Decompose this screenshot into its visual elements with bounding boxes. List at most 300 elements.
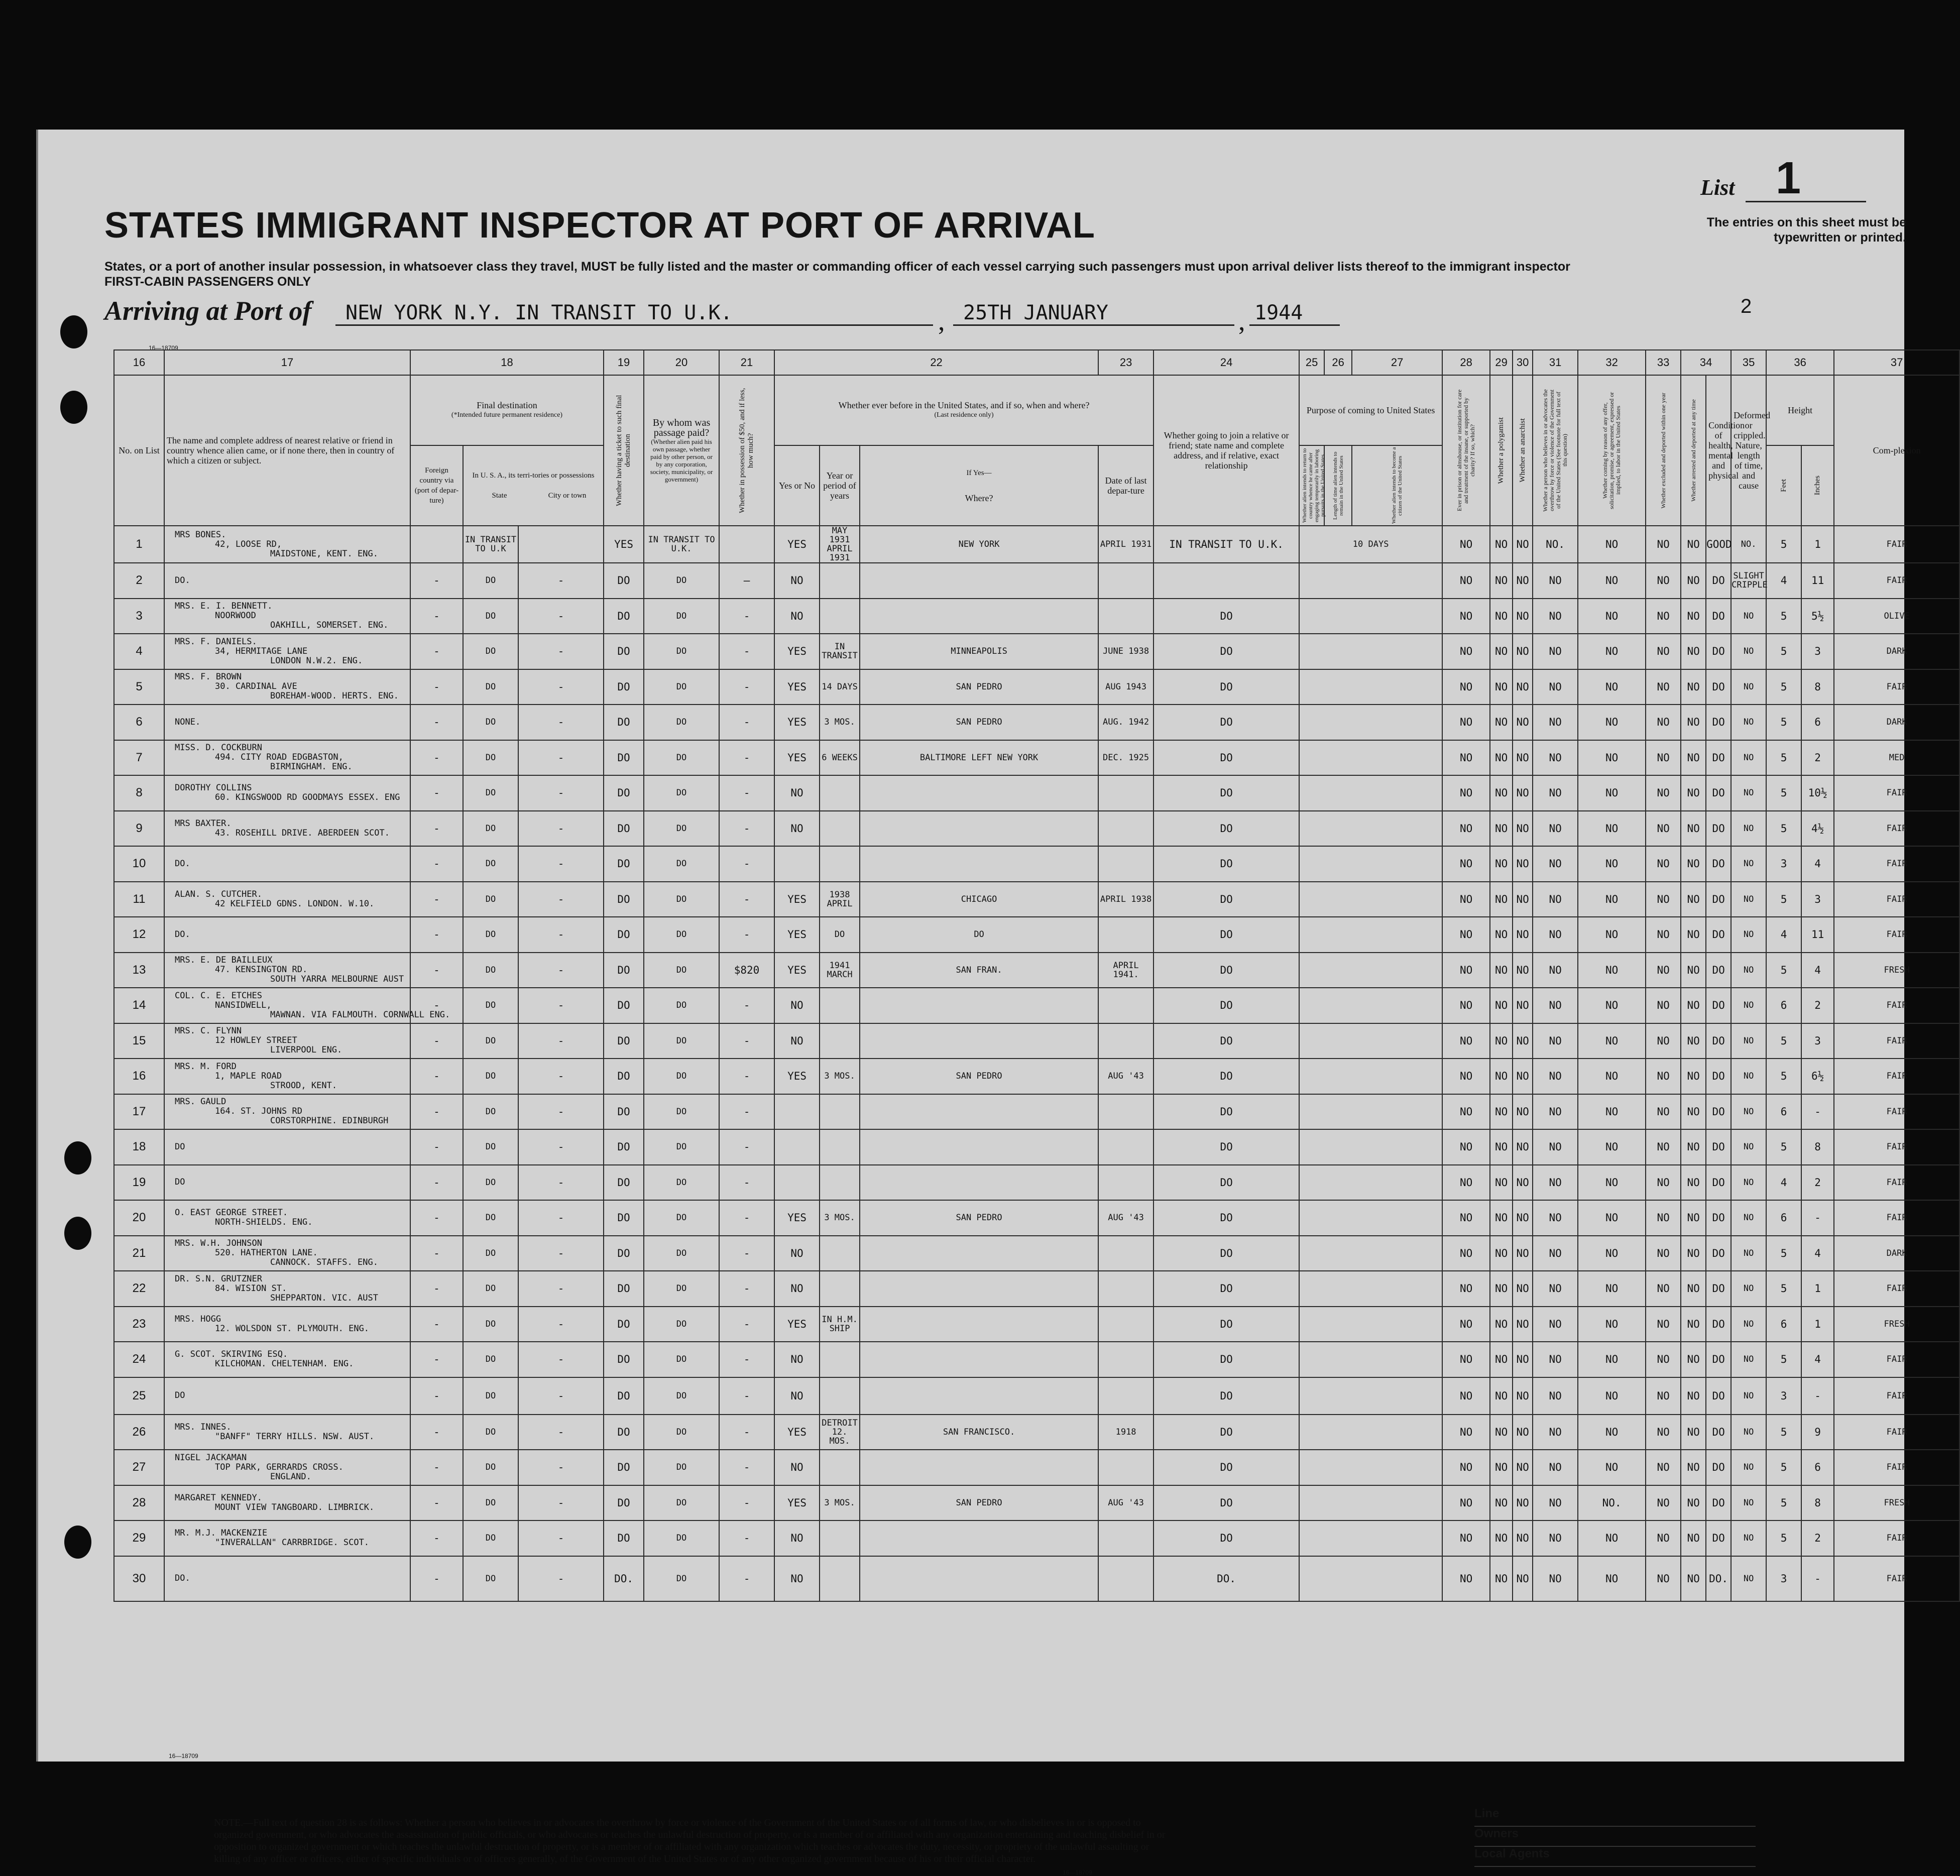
address-line: G. SCOT. SKIRVING ESQ. <box>175 1349 288 1360</box>
cell-health: DO <box>1706 1415 1731 1450</box>
cell-health: DO <box>1706 1200 1731 1236</box>
cell-prison: NO <box>1442 563 1490 599</box>
address-line: DR. S.N. GRUTZNER <box>175 1273 262 1284</box>
cell-passage-paid: DO <box>644 1485 719 1521</box>
address-line: MRS. E. DE BAILLEUX <box>175 955 273 966</box>
cell-deformed: NO <box>1731 1129 1766 1165</box>
cell-ticket: DO <box>604 953 644 988</box>
cell-list-number: 10 <box>114 846 164 882</box>
cell-address <box>164 1271 410 1307</box>
cell-ever-before: NO <box>774 775 820 811</box>
cell-deformed: NO <box>1731 1165 1766 1201</box>
cell-polygamist: NO <box>1490 563 1513 599</box>
cell-where: SAN PEDRO <box>860 669 1098 705</box>
cell-overthrow: NO <box>1533 811 1578 847</box>
address-line: MRS. INNES. <box>175 1422 232 1432</box>
cell-ticket: DO <box>604 775 644 811</box>
cell-departure-date: 1918 <box>1098 1415 1154 1450</box>
cell-prison: NO <box>1442 775 1490 811</box>
cell-passage-paid: DO <box>644 1307 719 1342</box>
header-inches <box>1801 445 1834 526</box>
cell-overthrow: NO <box>1533 1059 1578 1094</box>
cell-prison: NO <box>1442 1342 1490 1377</box>
cell-ever-before: NO <box>774 811 820 847</box>
cell-city: - <box>518 1236 604 1271</box>
cell-list-number: 26 <box>114 1415 164 1450</box>
cell-labor-offer: NO <box>1578 1415 1646 1450</box>
cell-departure-date <box>1098 1342 1154 1377</box>
cell-ticket: DO <box>604 846 644 882</box>
cell-overthrow: NO <box>1533 1450 1578 1485</box>
cell-health: DO <box>1706 1023 1731 1059</box>
cell-year: 6 WEEKS <box>820 740 860 776</box>
cell-complexion: FAIR <box>1834 988 1959 1023</box>
cell-fifty: - <box>719 846 774 882</box>
cell-feet: 5 <box>1766 1059 1801 1094</box>
cell-join-relative: DO <box>1154 953 1299 988</box>
cell-prison: NO <box>1442 1094 1490 1130</box>
punch-hole <box>60 315 87 348</box>
header-arrested-text: Whether arrested and deported at any time <box>1689 399 1697 502</box>
cell-passage-paid: DO <box>644 775 719 811</box>
address-line: SOUTH YARRA MELBOURNE AUST <box>270 974 404 985</box>
cell-departure-date <box>1098 1307 1154 1342</box>
header-passage-paid <box>644 375 719 526</box>
cell-prison: NO <box>1442 1415 1490 1450</box>
cell-polygamist: NO <box>1490 882 1513 917</box>
header-excluded <box>1646 375 1681 526</box>
cell-arrested: NO <box>1681 526 1706 563</box>
cell-list-number: 20 <box>114 1200 164 1236</box>
cell-year <box>820 1377 860 1415</box>
cell-feet: 6 <box>1766 1094 1801 1130</box>
cell-inches: 4½ <box>1801 811 1834 847</box>
cell-overthrow: NO <box>1533 1485 1578 1521</box>
cell-anarchist: NO <box>1513 1059 1533 1094</box>
cell-fifty: - <box>719 740 774 776</box>
table-row <box>114 953 1959 988</box>
col-number: 24 <box>1154 350 1299 375</box>
cell-health: DO <box>1706 882 1731 917</box>
cell-ever-before: NO <box>774 1556 820 1601</box>
cell-fifty: - <box>719 1200 774 1236</box>
address-line: STROOD, KENT. <box>270 1080 337 1091</box>
cell-ticket: DO <box>604 563 644 599</box>
cell-year <box>820 846 860 882</box>
address-line: 34, HERMITAGE LANE <box>215 646 308 656</box>
cell-complexion: FAIR <box>1834 1129 1959 1165</box>
cell-address <box>164 669 410 705</box>
address-line: COL. C. E. ETCHES <box>175 990 262 1001</box>
cell-where: BALTIMORE LEFT NEW YORK <box>860 740 1098 776</box>
cell-address <box>164 1023 410 1059</box>
cell-inches: 3 <box>1801 634 1834 669</box>
cell-join-relative: DO <box>1154 846 1299 882</box>
cell-ever-before: NO <box>774 1271 820 1307</box>
cell-state: DO <box>463 988 518 1023</box>
cell-where <box>860 1307 1098 1342</box>
cell-city: - <box>518 988 604 1023</box>
cell-polygamist: NO <box>1490 953 1513 988</box>
header-polygamist-text: Whether a polygamist <box>1497 417 1506 484</box>
cell-ever-before: NO <box>774 1377 820 1415</box>
cell-city: - <box>518 1165 604 1201</box>
cell-state: DO <box>463 1485 518 1521</box>
address-line: DO. <box>175 575 190 585</box>
cell-state: DO <box>463 1200 518 1236</box>
cell-departure-date: JUNE 1938 <box>1098 634 1154 669</box>
footer-line-field: Line <box>1474 1807 1756 1827</box>
cell-deformed: NO <box>1731 811 1766 847</box>
cell-inches: - <box>1801 1094 1834 1130</box>
cell-where <box>860 563 1098 599</box>
header-polygamist <box>1490 375 1513 526</box>
footer-agents-field: Local Agents <box>1474 1847 1756 1867</box>
cell-feet: 6 <box>1766 988 1801 1023</box>
cell-address <box>164 1200 410 1236</box>
cell-anarchist: NO <box>1513 811 1533 847</box>
cell-state: DO <box>463 1450 518 1485</box>
cell-prison: NO <box>1442 1129 1490 1165</box>
cell-arrested: NO <box>1681 882 1706 917</box>
cell-ever-before <box>774 846 820 882</box>
cell-address <box>164 599 410 634</box>
cell-labor-offer: NO <box>1578 1271 1646 1307</box>
cell-passage-paid: DO <box>644 1520 719 1556</box>
cell-labor-offer: NO <box>1578 1377 1646 1415</box>
cell-purpose <box>1299 1342 1442 1377</box>
cell-foreign-country <box>410 526 463 563</box>
cell-arrested: NO <box>1681 1485 1706 1521</box>
cell-health: DO <box>1706 1520 1731 1556</box>
address-line: 12 HOWLEY STREET <box>215 1035 297 1046</box>
cell-anarchist: NO <box>1513 882 1533 917</box>
cell-excluded: NO <box>1646 1377 1681 1415</box>
cell-list-number: 22 <box>114 1271 164 1307</box>
cell-state: IN TRANSIT TO U.K <box>463 526 518 563</box>
col-number: 37 <box>1834 350 1959 375</box>
cell-complexion: FAIR <box>1834 526 1959 563</box>
cell-anarchist: NO <box>1513 1556 1533 1601</box>
cell-passage-paid: DO <box>644 917 719 953</box>
cell-deformed: NO <box>1731 1520 1766 1556</box>
cell-fifty: - <box>719 1271 774 1307</box>
cell-passage-paid: DO <box>644 740 719 776</box>
cell-arrested: NO <box>1681 1307 1706 1342</box>
cell-prison: NO <box>1442 705 1490 740</box>
header-overthrow-text: Whether a person who believes in or advocates the overthrow by force or violence of the Government of the United States (See footnote for full text of this question) <box>1542 389 1569 512</box>
cell-foreign-country: - <box>410 846 463 882</box>
cell-departure-date <box>1098 1023 1154 1059</box>
cell-labor-offer: NO. <box>1578 1485 1646 1521</box>
punch-hole <box>64 1217 91 1250</box>
header-ever-before <box>774 375 1154 445</box>
cell-address <box>164 882 410 917</box>
cell-prison: NO <box>1442 599 1490 634</box>
cell-where: SAN PEDRO <box>860 1485 1098 1521</box>
cell-join-relative: DO <box>1154 634 1299 669</box>
cell-prison: NO <box>1442 882 1490 917</box>
cell-join-relative: DO. <box>1154 1556 1299 1601</box>
cell-deformed: NO <box>1731 705 1766 740</box>
col-number: 34 <box>1681 350 1731 375</box>
address-line: 494. CITY ROAD EDGBASTON, <box>215 752 343 763</box>
cell-foreign-country: - <box>410 775 463 811</box>
address-line: O. EAST GEORGE STREET. <box>175 1208 288 1218</box>
address-line: 42 KELFIELD GDNS. LONDON. W.10. <box>215 898 375 909</box>
cell-excluded: NO <box>1646 1023 1681 1059</box>
address-line: DO <box>175 1141 185 1152</box>
cell-health: DO <box>1706 669 1731 705</box>
header-departure-date: Date of last depar-ture <box>1098 445 1154 526</box>
cell-join-relative: DO <box>1154 1485 1299 1521</box>
footer-fields <box>1474 1807 1756 1867</box>
cell-polygamist: NO <box>1490 705 1513 740</box>
cell-city: - <box>518 669 604 705</box>
table-row <box>114 1236 1959 1271</box>
address-line: 164. ST. JOHNS RD <box>215 1106 302 1117</box>
cell-list-number: 17 <box>114 1094 164 1130</box>
cell-year: 1941 MARCH <box>820 953 860 988</box>
cell-city: - <box>518 1094 604 1130</box>
cell-inches: 9 <box>1801 1415 1834 1450</box>
cell-excluded: NO <box>1646 669 1681 705</box>
cell-city: - <box>518 811 604 847</box>
cell-inches: 8 <box>1801 1129 1834 1165</box>
cell-foreign-country: - <box>410 1307 463 1342</box>
cell-passage-paid: DO <box>644 1165 719 1201</box>
cell-labor-offer: NO <box>1578 811 1646 847</box>
cell-excluded: NO <box>1646 1236 1681 1271</box>
cell-city: - <box>518 1307 604 1342</box>
cell-overthrow: NO <box>1533 1129 1578 1165</box>
cell-passage-paid: DO <box>644 1342 719 1377</box>
cell-arrested: NO <box>1681 988 1706 1023</box>
header-passage-paid-note: (Whether alien paid his own passage, whether paid by other person, or by any corporation, society, municipality, or government) <box>650 438 713 483</box>
cell-fifty: - <box>719 634 774 669</box>
cell-overthrow: NO <box>1533 988 1578 1023</box>
cell-list-number: 7 <box>114 740 164 776</box>
address-line: BIRMINGHAM. ENG. <box>270 762 353 772</box>
cell-feet: 5 <box>1766 1023 1801 1059</box>
cell-complexion: FAIR <box>1834 1556 1959 1601</box>
cell-prison: NO <box>1442 526 1490 563</box>
cell-health: DO <box>1706 1236 1731 1271</box>
cell-labor-offer: NO <box>1578 1307 1646 1342</box>
cell-deformed: NO <box>1731 634 1766 669</box>
cell-feet: 5 <box>1766 882 1801 917</box>
cell-labor-offer: NO <box>1578 1129 1646 1165</box>
cell-passage-paid: DO <box>644 1094 719 1130</box>
cell-anarchist: NO <box>1513 1165 1533 1201</box>
cell-fifty: - <box>719 1342 774 1377</box>
cell-city: - <box>518 1023 604 1059</box>
cell-fifty: - <box>719 882 774 917</box>
cell-ticket: DO <box>604 740 644 776</box>
punch-hole <box>60 391 87 424</box>
cell-arrested: NO <box>1681 1377 1706 1415</box>
cell-year <box>820 1520 860 1556</box>
cell-list-number: 8 <box>114 775 164 811</box>
table-row <box>114 526 1959 563</box>
cell-join-relative: DO <box>1154 1059 1299 1094</box>
cell-complexion: FRESH <box>1834 1485 1959 1521</box>
cell-feet: 5 <box>1766 1236 1801 1271</box>
address-line: 60. KINGSWOOD RD GOODMAYS ESSEX. ENG <box>215 792 400 803</box>
cell-feet: 5 <box>1766 599 1801 634</box>
cell-foreign-country: - <box>410 1342 463 1377</box>
cell-feet: 5 <box>1766 1129 1801 1165</box>
table-row <box>114 1485 1959 1521</box>
cell-foreign-country: - <box>410 988 463 1023</box>
cell-anarchist: NO <box>1513 988 1533 1023</box>
cell-labor-offer: NO <box>1578 1023 1646 1059</box>
cell-anarchist: NO <box>1513 526 1533 563</box>
cell-ticket: DO <box>604 1165 644 1201</box>
cell-where: SAN PEDRO <box>860 1059 1098 1094</box>
arrival-row <box>104 295 1340 335</box>
cell-foreign-country: - <box>410 917 463 953</box>
cell-anarchist: NO <box>1513 669 1533 705</box>
cell-fifty: - <box>719 1129 774 1165</box>
cell-ticket: DO <box>604 1415 644 1450</box>
cell-year: 3 MOS. <box>820 705 860 740</box>
cell-complexion: FAIR <box>1834 917 1959 953</box>
cell-deformed: NO <box>1731 669 1766 705</box>
cell-fifty: - <box>719 1023 774 1059</box>
cell-anarchist: NO <box>1513 1520 1533 1556</box>
cell-purpose <box>1299 1023 1442 1059</box>
cell-feet: 5 <box>1766 526 1801 563</box>
cell-purpose <box>1299 599 1442 634</box>
cell-foreign-country: - <box>410 1129 463 1165</box>
cell-join-relative: DO <box>1154 1023 1299 1059</box>
cell-passage-paid: DO <box>644 1236 719 1271</box>
cell-deformed: NO <box>1731 917 1766 953</box>
cell-anarchist: NO <box>1513 1236 1533 1271</box>
cell-list-number: 28 <box>114 1485 164 1521</box>
cell-address <box>164 705 410 740</box>
cell-deformed: NO <box>1731 1342 1766 1377</box>
table-row <box>114 1271 1959 1307</box>
cell-year: 3 MOS. <box>820 1485 860 1521</box>
cell-join-relative: DO <box>1154 1129 1299 1165</box>
cell-ever-before: YES <box>774 917 820 953</box>
cell-overthrow: NO. <box>1533 526 1578 563</box>
header-ever-before-title: Whether ever before in the United States, and if so, when and where? <box>838 400 1090 410</box>
col-number: 16 <box>114 350 164 375</box>
address-line: NORTH-SHIELDS. ENG. <box>215 1217 313 1228</box>
cell-join-relative: DO <box>1154 705 1299 740</box>
table-row <box>114 1450 1959 1485</box>
cell-labor-offer: NO <box>1578 988 1646 1023</box>
cell-anarchist: NO <box>1513 1307 1533 1342</box>
cell-anarchist: NO <box>1513 563 1533 599</box>
cell-state: DO <box>463 811 518 847</box>
header-anarchist <box>1513 375 1533 526</box>
header-list-number: No. on List <box>114 375 164 526</box>
cell-passage-paid: IN TRANSIT TO U.K. <box>644 526 719 563</box>
cell-polygamist: NO <box>1490 1094 1513 1130</box>
cell-year: DO <box>820 917 860 953</box>
cell-state: DO <box>463 1415 518 1450</box>
cell-overthrow: NO <box>1533 1342 1578 1377</box>
cell-ever-before: NO <box>774 1450 820 1485</box>
cell-excluded: NO <box>1646 1094 1681 1130</box>
cell-year <box>820 1342 860 1377</box>
cell-feet: 5 <box>1766 740 1801 776</box>
header-final-destination-note: (*Intended future permanent residence) <box>451 411 563 419</box>
header-labor-offer-text: Whether coming by reason of any offer, solicitation, promise, or agreement, expressed or implied, to labor in the United States <box>1601 392 1622 509</box>
form-code: 16—18709 <box>149 344 178 351</box>
cell-ever-before: YES <box>774 1307 820 1342</box>
cell-anarchist: NO <box>1513 1023 1533 1059</box>
cell-complexion: FAIR <box>1834 1271 1959 1307</box>
cell-state: DO <box>463 1165 518 1201</box>
cell-year <box>820 1129 860 1165</box>
cell-prison: NO <box>1442 1271 1490 1307</box>
header-fifty-text: Whether in possession of $50, and if less, how much? <box>738 388 755 513</box>
cell-where <box>860 1556 1098 1601</box>
header-city: City or town <box>548 492 587 500</box>
cell-city: - <box>518 705 604 740</box>
cell-where: CHICAGO <box>860 882 1098 917</box>
cell-city: - <box>518 1271 604 1307</box>
cell-polygamist: NO <box>1490 1377 1513 1415</box>
table-row <box>114 1342 1959 1377</box>
address-line: MRS BAXTER. <box>175 818 232 829</box>
cell-purpose <box>1299 1236 1442 1271</box>
cell-purpose <box>1299 811 1442 847</box>
cell-where: SAN FRAN. <box>860 953 1098 988</box>
cell-inches: - <box>1801 1556 1834 1601</box>
cell-passage-paid: DO <box>644 1450 719 1485</box>
cell-labor-offer: NO <box>1578 1450 1646 1485</box>
table-row <box>114 846 1959 882</box>
cell-prison: NO <box>1442 1307 1490 1342</box>
cell-year <box>820 1165 860 1201</box>
cell-complexion: FAIR <box>1834 1415 1959 1450</box>
cell-foreign-country: - <box>410 1059 463 1094</box>
cell-complexion: FAIR <box>1834 669 1959 705</box>
cell-state: DO <box>463 705 518 740</box>
cell-state: DO <box>463 846 518 882</box>
cell-ticket: DO <box>604 1520 644 1556</box>
cell-state: DO <box>463 563 518 599</box>
cell-anarchist: NO <box>1513 1415 1533 1450</box>
cell-purpose <box>1299 1485 1442 1521</box>
cell-feet: 3 <box>1766 1377 1801 1415</box>
col-number: 35 <box>1731 350 1766 375</box>
cell-deformed: NO <box>1731 1556 1766 1601</box>
cell-overthrow: NO <box>1533 1236 1578 1271</box>
cell-list-number: 2 <box>114 563 164 599</box>
header-labor-offer <box>1578 375 1646 526</box>
cell-list-number: 27 <box>114 1450 164 1485</box>
cell-polygamist: NO <box>1490 917 1513 953</box>
cell-prison: NO <box>1442 669 1490 705</box>
cell-prison: NO <box>1442 1377 1490 1415</box>
cell-ever-before: YES <box>774 953 820 988</box>
cell-feet: 4 <box>1766 563 1801 599</box>
cell-ticket: DO <box>604 882 644 917</box>
cell-health: DO <box>1706 634 1731 669</box>
cell-deformed: NO. <box>1731 526 1766 563</box>
cell-complexion: DARK <box>1834 705 1959 740</box>
cell-labor-offer: NO <box>1578 669 1646 705</box>
cell-list-number: 30 <box>114 1556 164 1601</box>
header-where <box>860 445 1098 526</box>
